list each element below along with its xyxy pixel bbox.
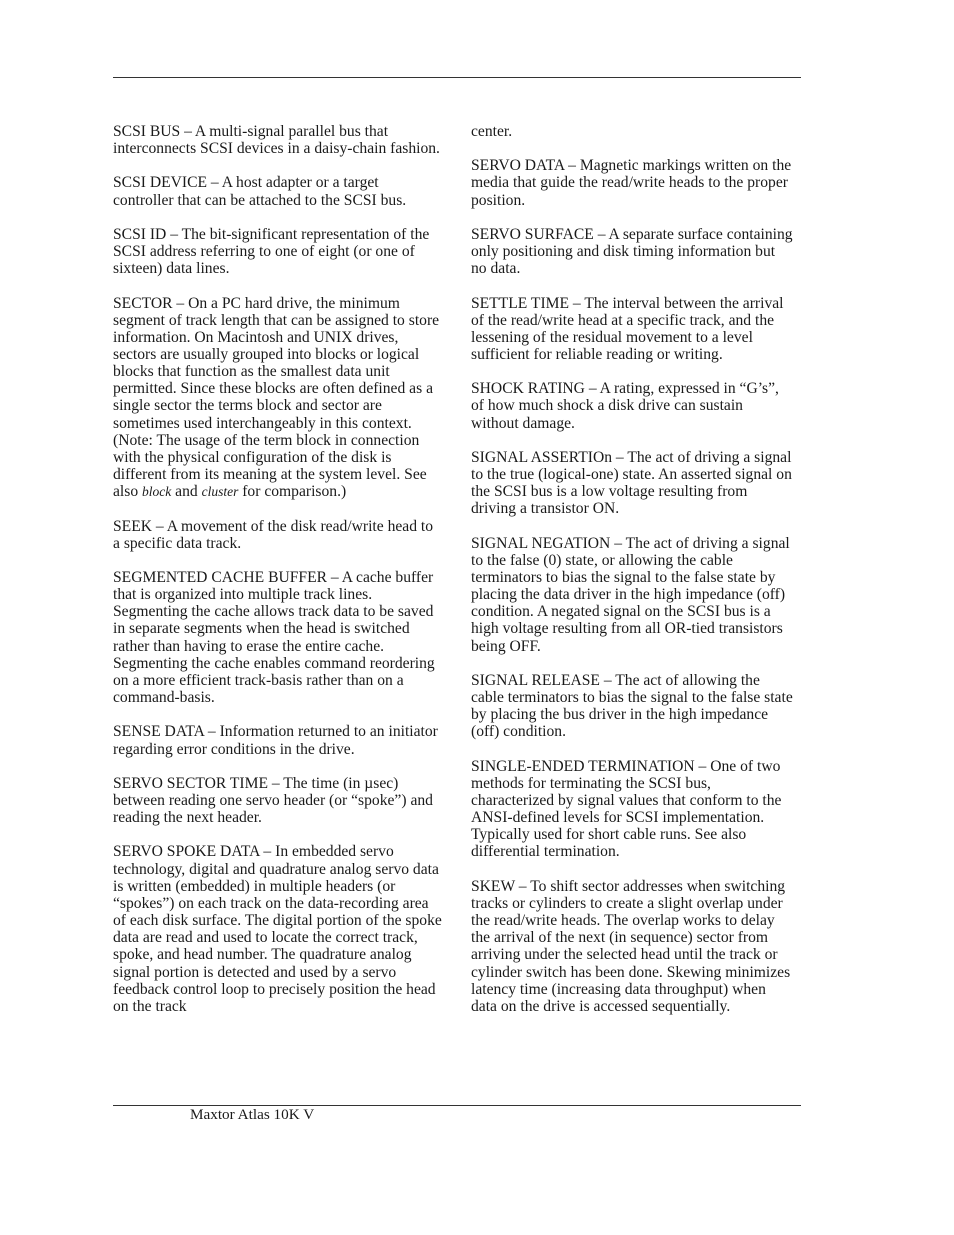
glossary-entry-skew: SKEW – To shift sector addresses when switching tracks or cylinders to create a slight overlap under the read/write heads. The overlap works to delay the arrival of the next (in sequence) sector from arriving under the selected head until the track or cylinder switch has been done. Skewing minimizes latency time (increasing data throughput) when data on the drive is accessed sequentially. — [471, 877, 791, 1015]
glossary-entry-sector — [113, 295, 443, 501]
sector-text-before: SECTOR – On a PC hard drive, the minimum segment of track length that can be assigned to store information. On Macintosh and UNIX drives, sectors are usually grouped into blocks or logical blocks that function as the smallest data unit permitted. Since these blocks are often defined as a single sector the terms block and sector are sometimes used interchangeably in this context. (Note: The usage of the term block in connection with the physical configuration of the disk is different from its meaning at the system level. See also — [113, 294, 440, 501]
glossary-entry-settle-time: SETTLE TIME – The interval between the arrival of the read/write head at a specific track, and the lessening of the residual movement to a level sufficient for reliable reading or writing. — [471, 294, 784, 363]
glossary-entry-signal-negation: SIGNAL NEGATION – The act of driving a signal to the false (0) state, or allowing the cable terminators to bias the signal to the false state by placing the data driver in the high impedance (off) condition. A negated signal on the SCSI bus is a high voltage resulting from all OR-tied transistors being OFF. — [471, 534, 790, 655]
glossary-entry-servo-sector-time: SERVO SECTOR TIME – The time (in µsec) between reading one servo header (or “spoke”) and reading the next header. — [113, 774, 433, 827]
glossary-entry-segmented-cache-buffer: SEGMENTED CACHE BUFFER – A cache buffer that is organized into multiple track lines. Segmenting the cache allows track data to be saved in separate segments when the head is switched rather than having to erase the entire cache. Segmenting the cache enables command reordering on a more efficient track-basis rather than on a command-basis. — [113, 568, 435, 707]
sector-text-after: for comparison.) — [238, 483, 347, 501]
glossary-entry-sense-data: SENSE DATA – Information returned to an initiator regarding error conditions in the drive. — [113, 723, 438, 758]
glossary-entry-servo-data: SERVO DATA – Magnetic markings written on the media that guide the read/write heads to the proper position. — [471, 157, 792, 209]
glossary-entry-servo-surface: SERVO SURFACE – A separate surface containing only positioning and disk timing information but no data. — [471, 225, 793, 278]
sector-italic-cluster: cluster — [201, 484, 239, 500]
glossary-column-left — [113, 123, 443, 1032]
glossary-entry-scsi-bus: SCSI BUS – A multi-signal parallel bus that interconnects SCSI devices in a daisy-chain fashion. — [113, 123, 440, 158]
glossary-entry-signal-assertion: SIGNAL ASSERTIOn – The act of driving a signal to the true (logical-one) state. An asserted signal on the SCSI bus is a low voltage resulting from driving a transistor ON. — [471, 448, 792, 518]
sector-italic-block: block — [142, 484, 172, 500]
sector-text-middle: and — [171, 483, 202, 501]
glossary-entry-shock-rating: SHOCK RATING – A rating, expressed in “G’s”, of how much shock a disk drive can sustain without damage. — [471, 380, 779, 432]
glossary-entry-single-ended-termination: SINGLE-ENDED TERMINATION – One of two methods for terminating the SCSI bus, characterized by signal values that conform to the ANSI-defined levels for SCSI implementation. Typically used for short cable runs. See also differential termination. — [471, 757, 782, 861]
glossary-entry-scsi-id: SCSI ID – The bit-significant representation of the SCSI address referring to one of eight (or one of sixteen) data lines. — [113, 225, 430, 278]
glossary-entry-scsi-device: SCSI DEVICE – A host adapter or a target controller that can be attached to the SCSI bus. — [113, 174, 407, 209]
header-rule — [113, 77, 801, 78]
glossary-entry-continuation: center. — [471, 123, 513, 140]
glossary-entry-servo-spoke-data: SERVO SPOKE DATA – In embedded servo technology, digital and quadrature analog servo data is written (embedded) in multiple headers (or “spokes”) on each track on the data-recording area of each disk surface. The digital portion of the spoke data are read and used to locate the correct track, spoke, and head number. The quadrature analog signal portion is detected and used by a servo feedback control loop to precisely position the head on the track — [113, 843, 442, 1015]
page-footer: Maxtor Atlas 10K V — [190, 1106, 315, 1123]
glossary-column-right — [471, 123, 793, 1032]
glossary-entry-seek: SEEK – A movement of the disk read/write head to a specific data track. — [113, 517, 434, 552]
glossary-entry-signal-release: SIGNAL RELEASE – The act of allowing the cable terminators to bias the signal to the false state by placing the bus driver in the high impedance (off) condition. — [471, 671, 793, 741]
